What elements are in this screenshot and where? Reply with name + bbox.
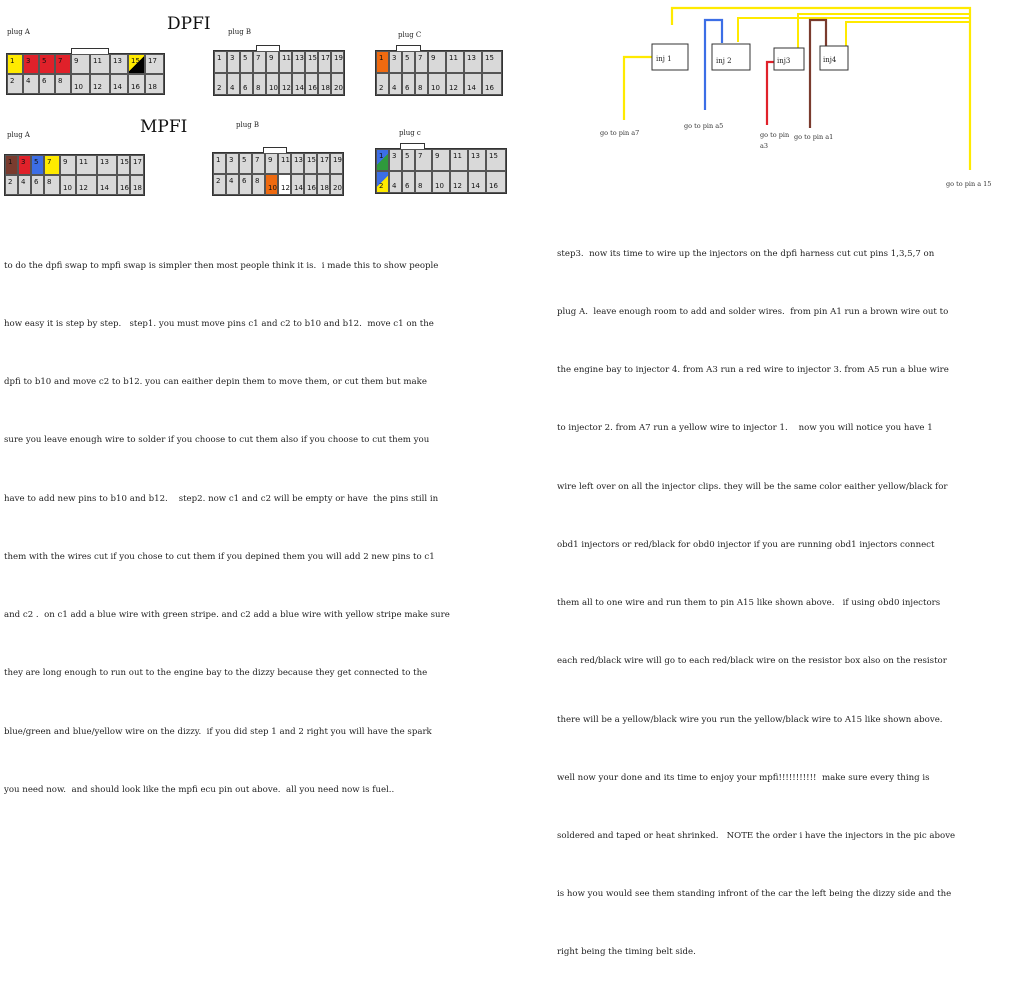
pin-number: 13 — [294, 156, 303, 164]
pin-bottom-16 — [486, 171, 506, 193]
pin-top-9 — [265, 153, 278, 174]
label-pin-a15: go to pin a 15 — [946, 180, 992, 188]
pin-number: 2 — [379, 182, 384, 190]
pin-bottom-2 — [214, 73, 227, 95]
pin-top-19 — [331, 51, 344, 73]
pin-bottom-4 — [389, 171, 402, 193]
pin-number: 4 — [229, 177, 234, 185]
pin-top-5 — [402, 51, 415, 73]
pin-number: 12 — [281, 184, 290, 192]
pin-number: 8 — [418, 182, 423, 190]
mpfi-plug-b-label: plug B — [236, 121, 260, 129]
pin-bottom-18 — [145, 74, 164, 94]
pin-number: 8 — [418, 84, 423, 92]
mpfi-title: MPFI — [140, 117, 188, 137]
pin-number: 16 — [308, 84, 317, 92]
label-pin-a5: go to pin a5 — [684, 122, 724, 130]
instructions-step3 — [557, 206, 955, 982]
pin-top-1 — [213, 153, 226, 174]
pin-top-9 — [428, 51, 446, 73]
pin-number: 6 — [34, 178, 39, 186]
text-line: blue/green and blue/yellow wire on the dizzy. if you did step 1 and 2 right you will have the spark — [4, 726, 432, 737]
pin-top-3 — [226, 153, 239, 174]
pin-bottom-6 — [402, 73, 415, 95]
dpfi-plug-c-label: plug C — [398, 31, 422, 39]
pin-number: 4 — [21, 178, 26, 186]
pin-number: 9 — [268, 156, 273, 164]
pin-bottom-6 — [240, 73, 253, 95]
pin-number: 13 — [467, 54, 476, 62]
text-line: they are long enough to run out to the engine bay to the dizzy because they get connected to the — [4, 668, 428, 679]
pin-number: 1 — [8, 158, 13, 166]
text-line: to do the dpfi swap to mpfi swap is simpler then most people think it is. i made this to show people — [4, 260, 439, 271]
pin-top-5 — [239, 153, 252, 174]
pin-bottom-14 — [110, 74, 128, 94]
pin-number: 1 — [217, 54, 222, 62]
pin-number: 6 — [405, 84, 410, 92]
pin-top-13 — [291, 153, 304, 174]
mpfi-plug-c-label: plug c — [399, 129, 421, 137]
pin-bottom-14 — [468, 171, 486, 193]
pin-number: 9 — [431, 54, 436, 62]
pin-top-13 — [97, 155, 117, 175]
pin-number: 10 — [435, 182, 444, 190]
text-line: there will be a yellow/black wire you run the yellow/black wire to A15 like shown above. — [557, 714, 943, 725]
dpfi-plug-b-connector — [213, 50, 345, 96]
pin-number: 3 — [392, 54, 397, 62]
pin-number: 2 — [217, 84, 222, 92]
pin-bottom-14 — [292, 73, 305, 95]
injector-wiring-diagram — [590, 0, 1024, 200]
pin-number: 1 — [379, 54, 384, 62]
pin-top-13 — [464, 51, 482, 73]
pin-number: 16 — [307, 184, 316, 192]
pin-top-9 — [432, 149, 450, 171]
pin-top-15 — [117, 155, 130, 175]
pin-bottom-14 — [464, 73, 482, 95]
pin-top-3 — [389, 149, 402, 171]
text-line: soldered and taped or heat shrinked. NOTE the order i have the injectors in the pic above — [557, 831, 956, 841]
dpfi-plug-c-connector — [375, 50, 503, 96]
pin-bottom-12 — [279, 73, 292, 95]
injector-4-label: inj4 — [823, 56, 837, 64]
pin-number: 17 — [320, 156, 329, 164]
pin-bottom-16 — [482, 73, 502, 95]
pin-number: 4 — [230, 84, 235, 92]
pin-number: 10 — [74, 83, 83, 91]
pin-bottom-10 — [265, 174, 278, 195]
pin-number: 4 — [392, 182, 397, 190]
pin-bottom-4 — [226, 174, 239, 195]
pin-number: 15 — [489, 152, 498, 160]
pin-number: 7 — [418, 152, 423, 160]
pin-number: 3 — [26, 57, 31, 65]
pin-number: 5 — [243, 54, 248, 62]
pin-top-15 — [482, 51, 502, 73]
pin-bottom-18 — [318, 73, 331, 95]
pin-number: 18 — [148, 83, 157, 91]
yellow-a15-wire-outer — [672, 8, 970, 170]
pin-number: 2 — [379, 84, 384, 92]
pin-number: 5 — [42, 57, 47, 65]
pin-number: 12 — [93, 83, 102, 91]
pin-top-9 — [71, 54, 90, 74]
pin-bottom-6 — [239, 174, 252, 195]
text-line: have to add new pins to b10 and b12. step2. now c1 and c2 will be empty or have the pins still in — [4, 493, 439, 504]
text-line: right being the timing belt side. — [557, 947, 696, 958]
pin-number: 7 — [47, 158, 52, 166]
injector-3-label: inj3 — [777, 57, 791, 65]
pin-number: 20 — [334, 84, 343, 92]
text-line: each red/black wire will go to each red/black wire on the resistor box also on the resistor — [557, 656, 947, 667]
pin-top-13 — [110, 54, 128, 74]
pin-top-3 — [389, 51, 402, 73]
pin-number: 11 — [79, 158, 88, 166]
injector-2-label: inj 2 — [716, 57, 732, 65]
pin-number: 14 — [113, 83, 122, 91]
pin-bottom-8 — [44, 175, 60, 195]
pin-number: 15 — [131, 57, 140, 65]
pin-top-13 — [468, 149, 486, 171]
pin-number: 8 — [255, 177, 260, 185]
pin-number: 11 — [281, 156, 290, 164]
pin-number: 16 — [131, 83, 140, 91]
pin-bottom-14 — [291, 174, 304, 195]
text-line: plug A. leave enough room to add and solder wires. from pin A1 run a brown wire out to — [557, 307, 949, 318]
pin-number: 16 — [489, 182, 498, 190]
pin-top-17 — [318, 51, 331, 73]
text-line: them with the wires cut if you chose to cut them if you depined them you will add 2 new pins to c1 — [4, 551, 435, 562]
yellow-a7-wire — [624, 57, 652, 120]
pin-number: 2 — [8, 178, 13, 186]
pin-number: 11 — [449, 54, 458, 62]
pin-bottom-6 — [39, 74, 55, 94]
dpfi-plug-b-label: plug B — [228, 28, 252, 36]
pin-top-19 — [330, 153, 343, 174]
pin-bottom-16 — [128, 74, 145, 94]
pin-number: 9 — [269, 54, 274, 62]
pin-number: 8 — [58, 77, 63, 85]
instructions-step1-2 — [4, 218, 450, 820]
pin-number: 12 — [449, 84, 458, 92]
pin-bottom-10 — [266, 73, 279, 95]
text-line: you need now. and should look like the mpfi ecu pin out above. all you need now is fuel.. — [4, 784, 395, 795]
pin-bottom-20 — [331, 73, 344, 95]
pin-bottom-10 — [71, 74, 90, 94]
pin-number: 6 — [243, 84, 248, 92]
pin-number: 7 — [255, 156, 260, 164]
pin-top-5 — [39, 54, 55, 74]
pin-number: 7 — [256, 54, 261, 62]
pin-top-13 — [292, 51, 305, 73]
pin-bottom-4 — [18, 175, 31, 195]
dpfi-plug-a-label: plug A — [7, 28, 30, 36]
pin-number: 15 — [485, 54, 494, 62]
pin-number: 16 — [120, 184, 129, 192]
pin-number: 10 — [431, 84, 440, 92]
pin-number: 14 — [294, 184, 303, 192]
pin-number: 12 — [79, 184, 88, 192]
pin-number: 2 — [216, 177, 221, 185]
pin-bottom-8 — [252, 174, 265, 195]
pin-top-17 — [130, 155, 144, 175]
dpfi-title: DPFI — [167, 14, 211, 34]
pin-number: 13 — [471, 152, 480, 160]
pin-number: 19 — [334, 54, 343, 62]
pin-top-11 — [279, 51, 292, 73]
pin-number: 5 — [405, 54, 410, 62]
pin-number: 12 — [282, 84, 291, 92]
pin-number: 17 — [133, 158, 142, 166]
pin-number: 1 — [10, 57, 15, 65]
pin-number: 18 — [321, 84, 330, 92]
pin-top-1 — [376, 51, 389, 73]
text-line: sure you leave enough wire to solder if you choose to cut them also if you choose to cut them you — [4, 435, 430, 446]
pin-top-11 — [90, 54, 110, 74]
pin-number: 11 — [453, 152, 462, 160]
pin-top-1 — [376, 149, 389, 171]
text-line: the engine bay to injector 4. from A3 run a red wire to injector 3. from A5 run a blue wire — [557, 365, 949, 376]
pin-bottom-10 — [432, 171, 450, 193]
pin-bottom-16 — [117, 175, 130, 195]
label-pin-a3-line1: go to pin — [760, 131, 790, 139]
pin-number: 19 — [333, 156, 342, 164]
pin-number: 9 — [63, 158, 68, 166]
pin-bottom-2 — [213, 174, 226, 195]
pin-top-17 — [145, 54, 164, 74]
pin-bottom-8 — [415, 171, 432, 193]
pin-number: 9 — [435, 152, 440, 160]
pin-number: 5 — [34, 158, 39, 166]
pin-number: 10 — [269, 84, 278, 92]
pin-bottom-12 — [90, 74, 110, 94]
pin-bottom-2 — [376, 73, 389, 95]
pin-number: 6 — [405, 182, 410, 190]
pin-bottom-16 — [304, 174, 317, 195]
text-line: is how you would see them standing infront of the car the left being the dizzy side and the — [557, 889, 952, 900]
pin-number: 8 — [256, 84, 261, 92]
pin-bottom-8 — [55, 74, 71, 94]
pin-number: 8 — [47, 178, 52, 186]
pin-number: 4 — [26, 77, 31, 85]
mpfi-plug-a-label: plug A — [7, 131, 30, 139]
pin-top-5 — [240, 51, 253, 73]
pin-number: 18 — [320, 184, 329, 192]
pin-number: 14 — [471, 182, 480, 190]
brown-a1-wire — [810, 20, 826, 128]
pin-number: 17 — [321, 54, 330, 62]
pin-bottom-4 — [227, 73, 240, 95]
pin-top-15 — [305, 51, 318, 73]
pin-bottom-4 — [23, 74, 39, 94]
pin-top-3 — [23, 54, 39, 74]
pin-bottom-8 — [415, 73, 428, 95]
pin-number: 5 — [242, 156, 247, 164]
label-pin-a7: go to pin a7 — [600, 129, 640, 137]
pin-number: 6 — [42, 77, 47, 85]
pin-number: 15 — [308, 54, 317, 62]
pin-number: 11 — [282, 54, 291, 62]
pin-top-7 — [44, 155, 60, 175]
pin-number: 5 — [405, 152, 410, 160]
pin-number: 10 — [63, 184, 72, 192]
pin-number: 15 — [120, 158, 129, 166]
pin-bottom-18 — [130, 175, 144, 195]
pin-number: 14 — [295, 84, 304, 92]
pin-top-7 — [55, 54, 71, 74]
pin-number: 10 — [268, 184, 277, 192]
pin-bottom-12 — [450, 171, 468, 193]
pin-top-7 — [415, 149, 432, 171]
text-line: step3. now its time to wire up the injectors on the dpfi harness cut cut pins 1,3,5,7 on — [557, 248, 935, 259]
pin-number: 17 — [148, 57, 157, 65]
pin-number: 1 — [216, 156, 221, 164]
pin-top-11 — [76, 155, 97, 175]
pin-top-15 — [304, 153, 317, 174]
pin-top-3 — [18, 155, 31, 175]
pin-top-9 — [266, 51, 279, 73]
mpfi-plug-c-connector — [375, 148, 507, 194]
pin-top-1 — [7, 54, 23, 74]
pin-bottom-12 — [76, 175, 97, 195]
pin-bottom-6 — [402, 171, 415, 193]
pin-number: 14 — [100, 184, 109, 192]
mpfi-plug-a-connector — [4, 154, 145, 196]
pin-top-1 — [5, 155, 18, 175]
label-pin-a3-line2: a3 — [760, 142, 769, 150]
pin-bottom-12 — [446, 73, 464, 95]
text-line: them all to one wire and run them to pin A15 like shown above. if using obd0 injectors — [557, 598, 941, 609]
pin-top-5 — [402, 149, 415, 171]
pin-number: 7 — [58, 57, 63, 65]
text-line: and c2 . on c1 add a blue wire with green stripe. and c2 add a blue wire with yellow stripe make sure — [4, 610, 450, 621]
pin-bottom-8 — [253, 73, 266, 95]
pin-top-15 — [128, 54, 145, 74]
pin-top-7 — [415, 51, 428, 73]
mpfi-plug-b-connector — [212, 152, 344, 196]
pin-number: 1 — [379, 152, 384, 160]
pin-bottom-16 — [305, 73, 318, 95]
pin-top-15 — [486, 149, 506, 171]
text-line: dpfi to b10 and move c2 to b12. you can eaither depin them to move them, or cut them but make — [4, 377, 427, 388]
pin-bottom-10 — [60, 175, 76, 195]
text-line: wire left over on all the injector clips. they will be the same color eaither yellow/black for — [557, 481, 948, 492]
pin-number: 9 — [74, 57, 79, 65]
pin-number: 20 — [333, 184, 342, 192]
text-line: well now your done and its time to enjoy your mpfi!!!!!!!!!!! make sure every thing is — [557, 772, 930, 783]
pin-bottom-12 — [278, 174, 291, 195]
pin-bottom-2 — [376, 171, 389, 193]
injector-1-label: inj 1 — [656, 55, 672, 63]
pin-top-17 — [317, 153, 330, 174]
pin-bottom-18 — [317, 174, 330, 195]
pin-top-3 — [227, 51, 240, 73]
pin-number: 3 — [229, 156, 234, 164]
pin-number: 11 — [93, 57, 102, 65]
pin-number: 7 — [418, 54, 423, 62]
pin-top-1 — [214, 51, 227, 73]
pin-top-11 — [278, 153, 291, 174]
pin-top-5 — [31, 155, 44, 175]
pin-number: 18 — [133, 184, 142, 192]
pin-number: 3 — [392, 152, 397, 160]
pin-number: 4 — [392, 84, 397, 92]
yellow-a15-wire-inj4 — [846, 22, 970, 50]
pin-number: 3 — [230, 54, 235, 62]
pin-top-11 — [446, 51, 464, 73]
pin-number: 14 — [467, 84, 476, 92]
pin-number: 3 — [21, 158, 26, 166]
pin-bottom-2 — [5, 175, 18, 195]
pin-bottom-6 — [31, 175, 44, 195]
pin-number: 6 — [242, 177, 247, 185]
pin-top-11 — [450, 149, 468, 171]
dpfi-plug-a-connector — [6, 53, 165, 95]
red-a3-wire — [767, 62, 785, 125]
pin-number: 16 — [485, 84, 494, 92]
text-line: how easy it is step by step. step1. you must move pins c1 and c2 to b10 and b12. move c1 on the — [4, 319, 434, 330]
pin-bottom-10 — [428, 73, 446, 95]
pin-bottom-2 — [7, 74, 23, 94]
pin-number: 13 — [100, 158, 109, 166]
pin-number: 12 — [453, 182, 462, 190]
pin-top-9 — [60, 155, 76, 175]
pin-number: 13 — [113, 57, 122, 65]
pin-top-7 — [252, 153, 265, 174]
text-line: obd1 injectors or red/black for obd0 injector if you are running obd1 injectors connect — [557, 539, 935, 550]
label-pin-a1: go to pin a1 — [794, 133, 834, 141]
pin-top-7 — [253, 51, 266, 73]
pin-bottom-4 — [389, 73, 402, 95]
pin-number: 13 — [295, 54, 304, 62]
text-line: to injector 2. from A7 run a yellow wire to injector 1. now you will notice you have 1 — [557, 423, 933, 434]
pin-number: 15 — [307, 156, 316, 164]
pin-bottom-14 — [97, 175, 117, 195]
pin-number: 2 — [10, 77, 15, 85]
pin-bottom-20 — [330, 174, 343, 195]
